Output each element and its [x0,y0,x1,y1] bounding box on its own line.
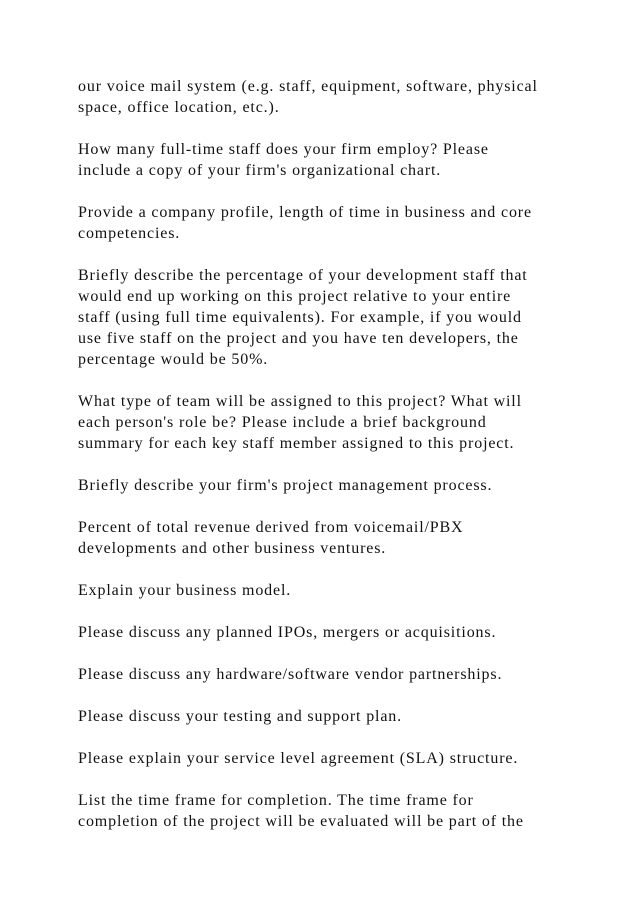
text-line: List the time frame for completion. The time frame for [78,792,474,809]
text-line: each person's role be? Please include a brief background [78,414,487,431]
paragraph [78,391,578,454]
text-line: include a copy of your firm's organizational chart. [78,162,442,179]
text-line: Please discuss any hardware/software vendor partnerships. [78,666,503,683]
text-line: How many full-time staff does your firm employ? Please [78,141,489,158]
text-line: summary for each key staff member assigned to this project. [78,435,515,452]
paragraph [78,139,578,181]
text-line: Briefly describe your firm's project management process. [78,477,493,494]
text-line: completion of the project will be evaluated will be part of the [78,813,524,830]
paragraph [78,790,578,832]
text-line: Provide a company profile, length of time in business and core [78,204,532,221]
text-line: would end up working on this project relative to your entire [78,288,512,305]
paragraph [78,622,578,643]
paragraph [78,517,578,559]
paragraph [78,475,578,496]
text-line: our voice mail system (e.g. staff, equipment, software, physical [78,78,538,95]
text-line: Briefly describe the percentage of your development staff that [78,267,528,284]
paragraph [78,706,578,727]
paragraph [78,580,578,601]
paragraph [78,748,578,769]
text-line: space, office location, etc.). [78,99,280,116]
paragraph [78,265,578,370]
text-line: What type of team will be assigned to this project? What will [78,393,522,410]
paragraph [78,76,578,118]
text-line: competencies. [78,225,181,242]
text-line: percentage would be 50%. [78,351,269,368]
paragraph [78,202,578,244]
text-line: staff (using full time equivalents). For example, if you would [78,309,522,326]
text-line: Percent of total revenue derived from voicemail/PBX [78,519,464,536]
document-body [78,76,578,853]
text-line: Explain your business model. [78,582,292,599]
text-line: Please discuss any planned IPOs, mergers or acquisitions. [78,624,497,641]
paragraph [78,664,578,685]
text-line: Please discuss your testing and support plan. [78,708,402,725]
text-line: developments and other business ventures. [78,540,387,557]
text-line: use five staff on the project and you have ten developers, the [78,330,519,347]
text-line: Please explain your service level agreement (SLA) structure. [78,750,519,767]
